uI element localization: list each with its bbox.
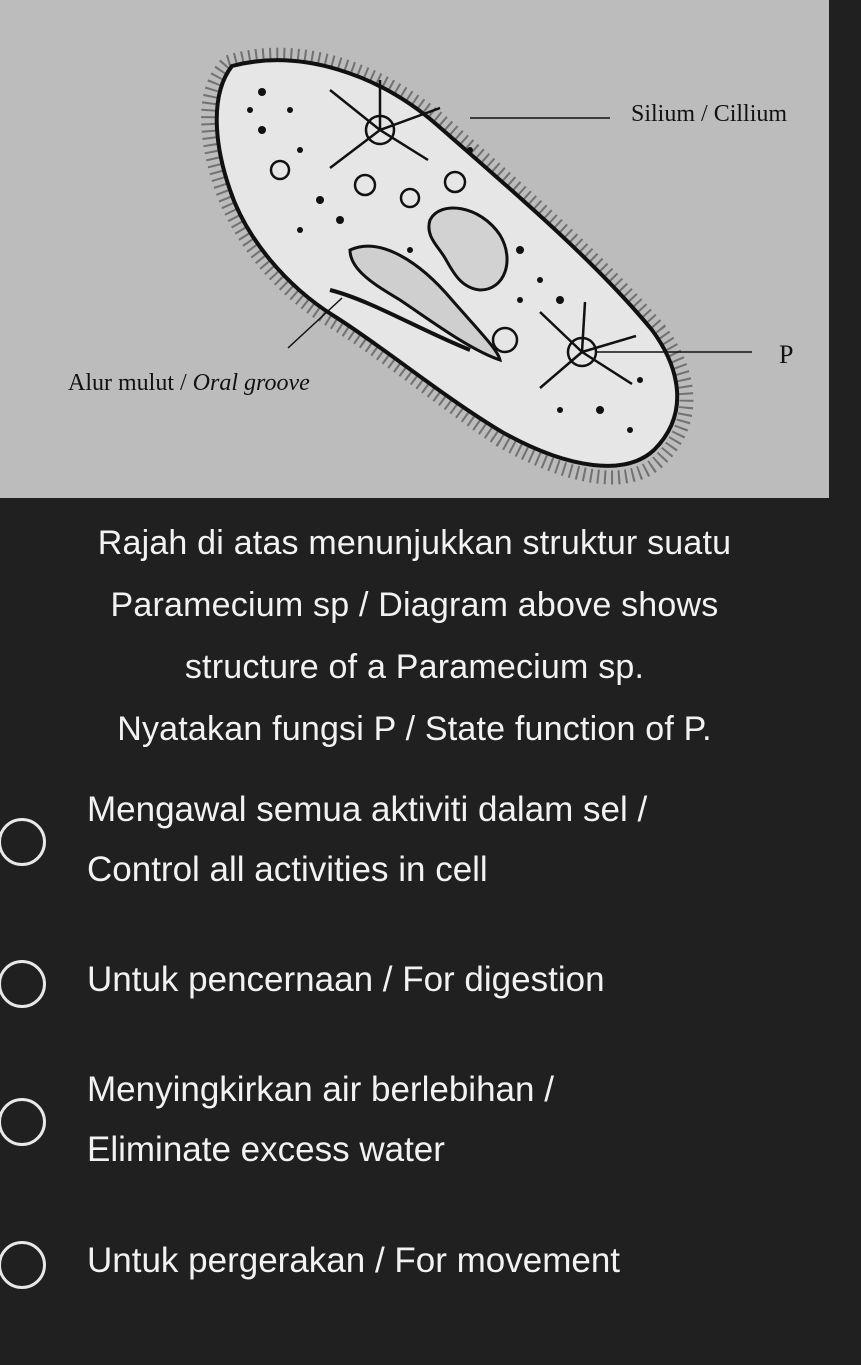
question-line-3: structure of a Paramecium sp. (184, 648, 645, 686)
radio-button[interactable] (0, 960, 46, 1008)
question-text (0, 512, 829, 760)
option-line-1: Menyingkirkan air berlebihan / (87, 1070, 554, 1109)
question-line-4: Nyatakan fungsi P / State function of P. (117, 710, 712, 748)
paramecium-diagram (0, 0, 829, 498)
question-line-2: Paramecium sp / Diagram above shows (110, 586, 719, 624)
option-line-1: Untuk pergerakan / For movement (87, 1241, 621, 1280)
option-label[interactable] (87, 950, 605, 1010)
oral-groove-prefix: Alur mulut / (68, 370, 193, 396)
option-4[interactable] (0, 1231, 861, 1291)
oral-groove-italic: Oral groove (192, 370, 310, 396)
p-label: P (779, 340, 794, 369)
oral-groove-label (68, 370, 310, 397)
option-line-2: Eliminate excess water (87, 1130, 445, 1169)
cilium-label: Silium / Cillium (631, 101, 788, 127)
option-1[interactable] (0, 780, 861, 900)
question-line-1: Rajah di atas menunjukkan struktur suatu (97, 524, 732, 562)
option-line-1: Untuk pencernaan / For digestion (87, 960, 605, 999)
option-label[interactable] (87, 1231, 620, 1291)
paramecium-illustration (0, 0, 829, 498)
option-label[interactable] (87, 780, 647, 900)
option-line-1: Mengawal semua aktiviti dalam sel / (87, 790, 648, 829)
option-2[interactable] (0, 950, 861, 1010)
option-line-2: Control all activities in cell (87, 850, 488, 889)
radio-button[interactable] (0, 818, 46, 866)
radio-button[interactable] (0, 1241, 46, 1289)
option-3[interactable] (0, 1060, 861, 1180)
radio-button[interactable] (0, 1098, 46, 1146)
option-label[interactable] (87, 1060, 554, 1180)
